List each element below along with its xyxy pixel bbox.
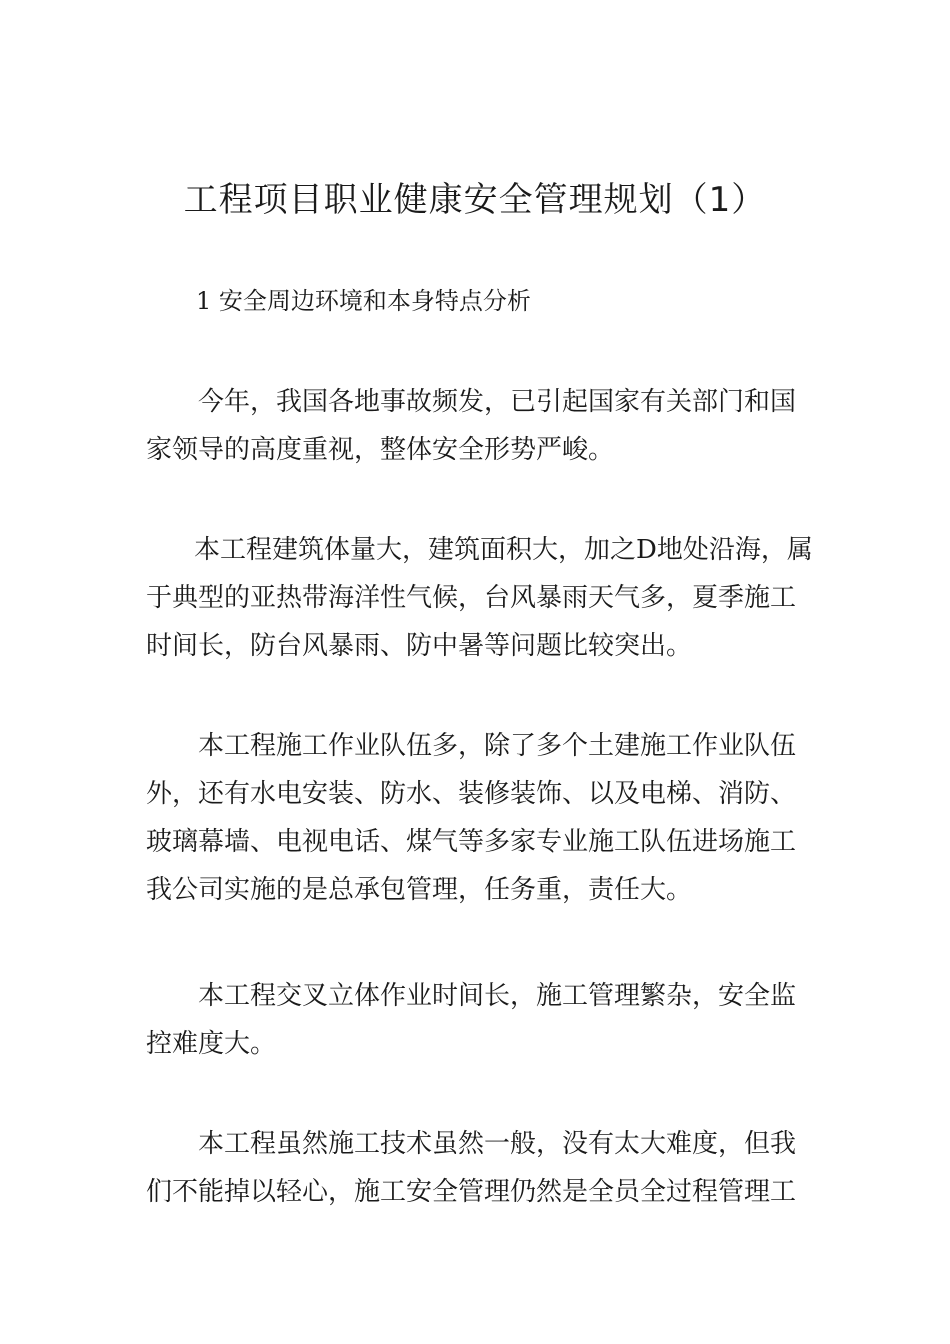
paragraph-line: 们不能掉以轻心，施工安全管理仍然是全员全过程管理工 — [146, 1177, 797, 1207]
paragraph-line: 时间长，防台风暴雨、防中暑等问题比较突出。 — [146, 631, 693, 661]
paragraph-4 — [146, 972, 810, 1068]
paragraph-2 — [146, 526, 813, 670]
paragraph-line: 今年，我国各地事故频发，已引起国家有关部门和国 — [198, 387, 797, 417]
paragraph-line: 本工程虽然施工技术虽然一般，没有太大难度，但我 — [198, 1129, 797, 1159]
paragraph-line: 本工程建筑体量大，建筑面积大，加之D地处沿海，属 — [194, 535, 813, 565]
paragraph-line: 我公司实施的是总承包管理，任务重，责任大。 — [146, 875, 693, 905]
section-heading: 1 安全周边环境和本身特点分析 — [196, 287, 531, 315]
paragraph-3 — [146, 722, 810, 914]
paragraph-line: 本工程施工作业队伍多，除了多个土建施工作业队伍 — [198, 731, 797, 761]
paragraph-line: 家领导的高度重视，整体安全形势严峻。 — [146, 435, 615, 465]
document-title: 工程项目职业健康安全管理规划（1） — [183, 180, 767, 220]
paragraph-line: 控难度大。 — [146, 1029, 277, 1059]
paragraph-line: 本工程交叉立体作业时间长，施工管理繁杂，安全监 — [198, 981, 797, 1011]
paragraph-line: 于典型的亚热带海洋性气候，台风暴雨天气多，夏季施工 — [146, 583, 797, 613]
paragraph-5 — [146, 1120, 810, 1216]
paragraph-1 — [146, 378, 810, 474]
paragraph-line: 玻璃幕墙、电视电话、煤气等多家专业施工队伍进场施工 — [146, 827, 797, 857]
paragraph-line: 外，还有水电安装、防水、装修装饰、以及电梯、消防、 — [146, 779, 797, 809]
